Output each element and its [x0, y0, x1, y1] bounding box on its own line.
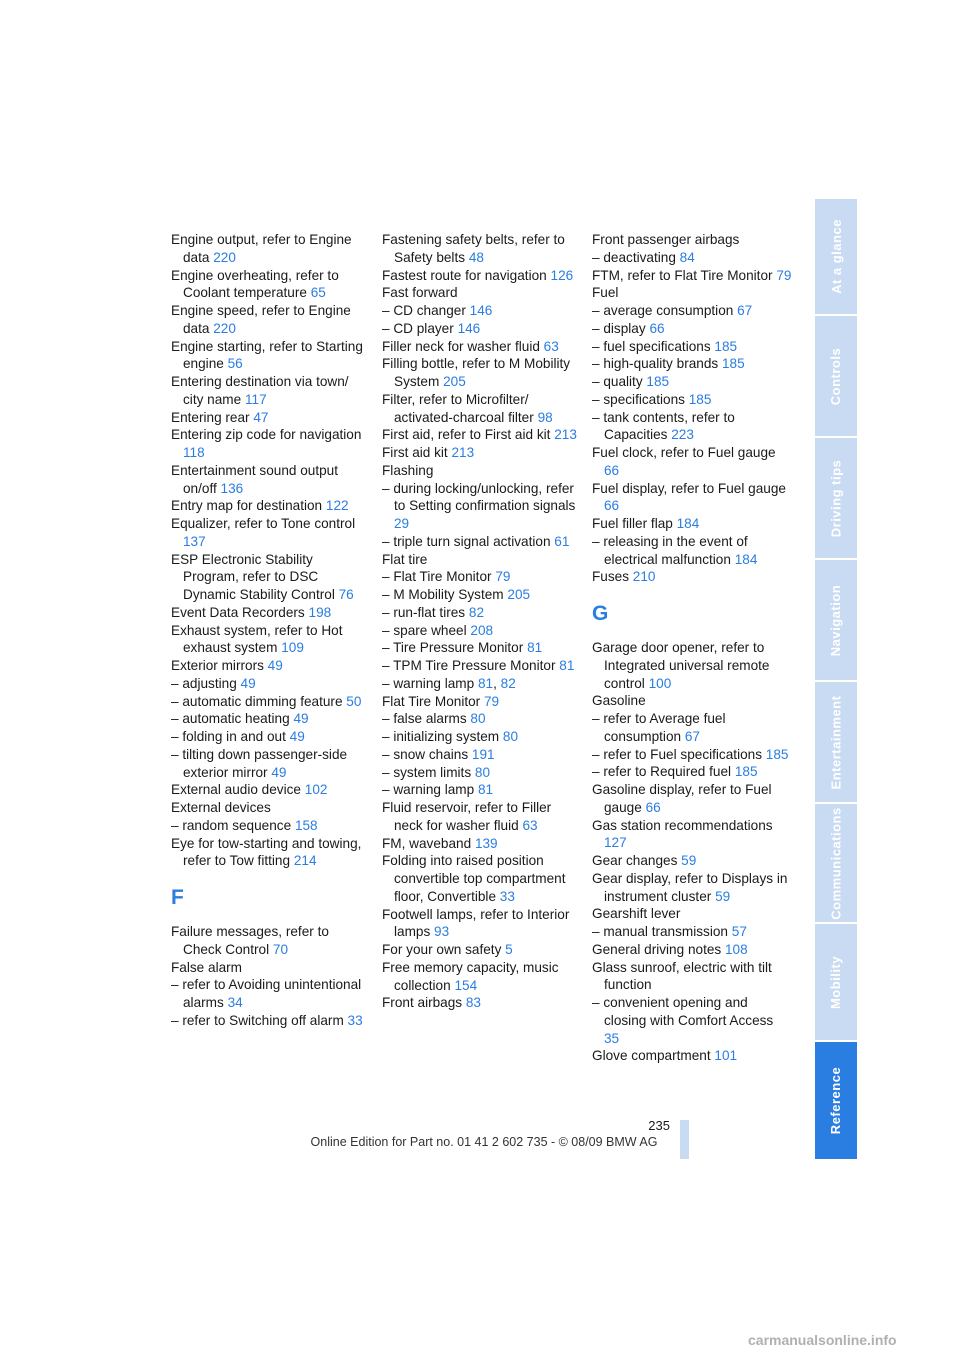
page-reference-link[interactable]: 184	[676, 516, 700, 531]
page-reference-link[interactable]: 198	[308, 604, 332, 620]
index-entry	[171, 976, 371, 1012]
page-reference-link[interactable]: 81	[559, 658, 575, 673]
index-entry	[382, 391, 582, 427]
page-reference-link[interactable]: 185	[688, 391, 712, 407]
entry-text: – display	[592, 320, 650, 336]
index-entry	[382, 639, 582, 657]
chapter-tab-label: Communications	[828, 806, 844, 920]
page-reference-link[interactable]: 66	[604, 498, 620, 514]
entry-text: Eye for tow-starting and towing, refer to Tow fitting	[171, 835, 362, 869]
chapter-tab-mobility[interactable]	[815, 924, 857, 1040]
index-entry	[592, 267, 792, 285]
page-reference-link[interactable]: 136	[220, 480, 244, 496]
entry-text: Engine overheating, refer to Coolant temperature	[171, 267, 339, 301]
page-reference-link[interactable]: 49	[289, 729, 305, 744]
page-reference-link[interactable]: 146	[457, 320, 481, 336]
page-reference-link[interactable]: 59	[681, 853, 697, 868]
entry-text: Filling bottle, refer to M Mobility System	[382, 356, 571, 389]
entry-text: First aid kit	[382, 445, 452, 460]
page-reference-link[interactable]: 101	[714, 1048, 738, 1064]
index-letter-heading: F	[171, 886, 184, 909]
index-entry	[592, 444, 792, 480]
page-reference-link[interactable]: 81	[477, 782, 494, 798]
index-entry	[382, 355, 582, 391]
entry-text: – convenient opening and closing with Comfort Access	[592, 995, 774, 1028]
index-entry	[382, 320, 582, 338]
page-reference-link[interactable]: 79	[483, 693, 500, 709]
entry-text: – run-flat tires	[382, 604, 469, 620]
index-entry	[592, 692, 792, 710]
entry-text: Fastening safety belts, refer to Safety belts	[382, 232, 565, 265]
page-reference-link[interactable]: 66	[604, 462, 620, 478]
entry-text: Fuel	[592, 285, 619, 301]
page-reference-link[interactable]: 102	[304, 782, 328, 798]
index-entry	[592, 568, 792, 586]
page-reference-link[interactable]: 84	[679, 249, 695, 265]
page-reference-link[interactable]: 5	[505, 942, 513, 957]
entry-text: Fuel display, refer to Fuel gauge	[592, 480, 786, 496]
entry-text: – folding in and out	[171, 729, 290, 744]
index-entry	[592, 781, 792, 817]
index-entry	[592, 941, 792, 959]
page-reference-link[interactable]: 126	[550, 267, 574, 283]
page-reference-link[interactable]: 108	[725, 941, 748, 957]
chapter-tab-label: Reference	[828, 1066, 844, 1135]
index-entry	[171, 338, 371, 374]
page-reference-link[interactable]: 154	[454, 977, 478, 993]
page-reference-link[interactable]: 205	[443, 374, 466, 389]
entry-text: – refer to Avoiding unintentional alarms	[171, 977, 362, 1010]
index-entry	[592, 746, 792, 764]
index-entry	[382, 728, 582, 746]
entry-text: – random sequence	[171, 817, 295, 833]
page-reference-link[interactable]: 67	[684, 728, 700, 744]
index-entry	[171, 302, 371, 338]
page-reference-link[interactable]: 79	[776, 267, 792, 283]
index-entry	[382, 267, 582, 285]
page-reference-link[interactable]: 100	[648, 675, 672, 691]
entry-text: Fast forward	[382, 285, 458, 301]
page-reference-link[interactable]: 29	[394, 516, 410, 531]
entry-text: – manual transmission	[592, 924, 732, 939]
index-entry	[592, 302, 792, 320]
index-entry	[171, 675, 371, 693]
entry-text: Glass sunroof, electric with tilt function	[592, 959, 772, 993]
index-entry	[171, 1012, 371, 1030]
entry-text: – tank contents, refer to Capacities	[592, 409, 735, 443]
entry-text: – CD changer	[382, 303, 470, 318]
index-entry	[171, 799, 371, 817]
entry-text: – tilting down passenger-side exterior mirror	[171, 746, 348, 780]
index-entry	[382, 551, 582, 569]
index-entry	[171, 622, 371, 658]
page-reference-link[interactable]: 184	[734, 551, 758, 567]
page-reference-link[interactable]: 34	[227, 995, 243, 1010]
index-entry	[382, 568, 582, 586]
index-entry	[171, 497, 371, 515]
index-entry	[382, 906, 582, 942]
entry-text: Fluid reservoir, refer to Filler neck for washer fluid	[382, 800, 552, 833]
index-entry	[592, 1047, 792, 1065]
index-entry	[592, 639, 792, 692]
page-reference-link[interactable]: 49	[293, 711, 309, 727]
entry-text: Exterior mirrors	[171, 658, 268, 673]
index-entry	[171, 781, 371, 799]
chapter-tab-navigation[interactable]	[815, 560, 857, 680]
page-reference-link[interactable]: 80	[470, 711, 486, 727]
entry-text: Footwell lamps, refer to Interior lamps	[382, 906, 570, 940]
page-reference-link[interactable]: 98	[537, 409, 553, 425]
entry-text: – false alarms	[382, 711, 471, 727]
index-entry	[592, 231, 792, 249]
page-reference-link[interactable]: 82	[468, 604, 485, 620]
page-reference-link[interactable]: 109	[281, 640, 304, 656]
page-reference-link[interactable]: 205	[507, 587, 531, 602]
index-entry	[592, 515, 792, 533]
entry-text: Gear changes	[592, 853, 682, 868]
entry-text: – TPM Tire Pressure Monitor	[382, 658, 560, 673]
index-entry	[382, 462, 582, 480]
page-reference-link[interactable]: 210	[632, 569, 656, 585]
entry-text: Failure messages, refer to Check Control	[171, 924, 329, 957]
index-entry	[382, 710, 582, 728]
entry-text: – refer to Fuel specifications	[592, 746, 766, 762]
index-entry	[382, 746, 582, 764]
entry-text: Engine speed, refer to Engine data	[171, 303, 351, 336]
index-entry	[382, 604, 582, 622]
index-entry	[592, 710, 792, 746]
watermark: carmanualsonline.info	[748, 1332, 897, 1348]
entry-text: – adjusting	[171, 675, 241, 691]
index-entry	[592, 338, 792, 356]
entry-text: – refer to Required fuel	[592, 764, 735, 780]
index-entry	[382, 284, 582, 302]
entry-text: Front airbags	[382, 995, 466, 1011]
index-entry	[382, 586, 582, 604]
entry-text: – warning lamp	[382, 782, 478, 798]
entry-text: Gas station recommendations	[592, 817, 773, 833]
index-entry	[171, 923, 371, 959]
page-reference-link[interactable]: 220	[213, 249, 236, 265]
index-entry	[592, 533, 792, 569]
index-entry	[382, 941, 582, 959]
index-letter-heading: G	[592, 602, 609, 625]
entry-text: Entering destination via town/ city name	[171, 374, 349, 407]
entry-text: Flat Tire Monitor	[382, 693, 484, 709]
page-reference-link[interactable]: 50	[346, 693, 362, 709]
index-entry	[592, 355, 792, 373]
entry-text: – snow chains	[382, 746, 472, 762]
chapter-tab-label: Mobility	[828, 955, 844, 1009]
index-entry	[171, 409, 371, 427]
page-reference-link[interactable]: 35	[604, 1030, 620, 1046]
entry-text: – Tire Pressure Monitor	[382, 640, 528, 656]
index-entry	[171, 267, 371, 303]
index-entry	[592, 817, 792, 853]
entry-text: Glove compartment	[592, 1048, 715, 1064]
index-entry	[592, 923, 792, 941]
entry-text: Gasoline	[592, 693, 646, 709]
index-entry	[171, 462, 371, 498]
page-reference-link[interactable]: 208	[470, 622, 494, 638]
entry-text: Gearshift lever	[592, 906, 681, 922]
footer-edition-note	[0, 1135, 960, 1149]
index-entry	[592, 480, 792, 516]
page-reference-link[interactable]: 158	[294, 817, 318, 833]
entry-text: External audio device	[171, 782, 305, 798]
entry-text: Fuel filler flap	[592, 516, 677, 531]
index-entry	[382, 781, 582, 799]
page-reference-link[interactable]: 49	[271, 764, 287, 780]
page-reference-link[interactable]: 33	[499, 888, 515, 904]
index-entry	[382, 231, 582, 267]
entry-text: – high-quality brands	[592, 356, 722, 372]
page-reference-link[interactable]: 76	[338, 587, 354, 602]
page-reference-link[interactable]: 213	[451, 445, 475, 460]
entry-text: – fuel specifications	[592, 338, 715, 354]
page-reference-link[interactable]: 33	[347, 1012, 363, 1028]
entry-text: Folding into raised position convertible top compartment floor, Convertible	[382, 853, 566, 904]
page-reference-link[interactable]: 137	[183, 533, 206, 549]
page-reference-link[interactable]: 80	[502, 729, 519, 744]
entry-text: Entry map for destination	[171, 498, 326, 514]
index-entry	[592, 284, 792, 302]
page-reference-link[interactable]: 185	[646, 374, 670, 389]
index-entry	[592, 409, 792, 445]
index-entry	[382, 444, 582, 462]
index-entry	[382, 994, 582, 1012]
entry-text: Entertainment sound output on/off	[171, 462, 339, 496]
chapter-tab-entertainment[interactable]	[815, 682, 857, 802]
page-reference-link[interactable]: 47	[253, 409, 269, 425]
page-reference-link[interactable]: 49	[267, 658, 283, 673]
page-reference-link[interactable]: 82	[500, 675, 516, 691]
entry-text: FTM, refer to Flat Tire Monitor	[592, 267, 777, 283]
page-reference-link[interactable]: 146	[469, 303, 493, 318]
footer-text: Online Edition for Part no. 01 41 2 602 735 - © 08/09 BMW AG	[310, 1135, 658, 1149]
page-reference-link[interactable]: 49	[240, 675, 256, 691]
entry-text: – warning lamp	[382, 675, 478, 691]
chapter-tabs	[815, 198, 857, 1160]
entry-text: Gear display, refer to Displays in instrument cluster	[592, 870, 788, 904]
page-reference-link[interactable]: 59	[715, 888, 731, 904]
page-reference-link[interactable]: 56	[227, 356, 243, 372]
page-reference-link[interactable]: 79	[495, 569, 511, 585]
index-entry	[171, 231, 371, 267]
entry-text: Fuel clock, refer to Fuel gauge	[592, 445, 776, 460]
entry-text: Flashing	[382, 462, 434, 478]
chapter-tab-controls[interactable]	[815, 316, 857, 436]
entry-text: First aid, refer to First aid kit	[382, 427, 555, 443]
page-reference-link[interactable]: 70	[272, 941, 289, 957]
index-entry	[171, 959, 371, 977]
index-column-1	[171, 231, 371, 1030]
index-entry	[382, 693, 582, 711]
page-reference-link[interactable]: 81	[527, 640, 543, 656]
entry-text: – during locking/unlocking, refer to Setting confirmation signals	[382, 480, 576, 514]
index-entry	[592, 852, 792, 870]
page-reference-link[interactable]: 214	[293, 853, 317, 869]
index-column-2	[382, 231, 582, 1012]
chapter-tab-communications[interactable]	[815, 804, 857, 922]
entry-text: Gasoline display, refer to Fuel gauge	[592, 782, 772, 815]
page-reference-link[interactable]: 67	[737, 303, 753, 318]
page-reference-link[interactable]: 83	[465, 995, 481, 1011]
index-entry	[171, 746, 371, 782]
entry-text: General driving notes	[592, 941, 725, 957]
entry-text: Entering rear	[171, 409, 254, 425]
index-entry	[171, 657, 371, 675]
entry-text: External devices	[171, 800, 271, 815]
chapter-tab-at-a-glance[interactable]	[815, 199, 857, 314]
page-reference-link[interactable]: 223	[671, 427, 694, 443]
entry-text: Equalizer, refer to Tone control	[171, 516, 356, 531]
entry-text: – initializing system	[382, 729, 503, 744]
entry-text: – specifications	[592, 391, 689, 407]
index-entry	[382, 835, 582, 853]
entry-text: – spare wheel	[382, 622, 471, 638]
entry-text: Front passenger airbags	[592, 232, 740, 247]
entry-text: – average consumption	[592, 303, 738, 318]
index-entry	[382, 959, 582, 995]
page-reference-link[interactable]: 57	[731, 924, 747, 939]
page-reference-link[interactable]: 117	[244, 391, 267, 407]
index-entry	[592, 763, 792, 781]
entry-text: Entering zip code for navigation	[171, 427, 362, 443]
entry-text: Flat tire	[382, 551, 428, 567]
index-entry	[382, 799, 582, 835]
page-reference-link[interactable]: 191	[471, 746, 495, 762]
index-entry	[592, 320, 792, 338]
index-entry	[592, 391, 792, 409]
entry-text: Fuses	[592, 569, 633, 585]
index-entry	[171, 693, 371, 711]
chapter-tab-label: Navigation	[828, 584, 844, 656]
page-reference-link[interactable]: 81	[477, 675, 494, 691]
page-reference-link[interactable]: 63	[522, 817, 538, 833]
page-reference-link[interactable]: 48	[468, 249, 484, 265]
index-entry	[382, 533, 582, 551]
page-number: 235	[648, 1118, 670, 1133]
entry-text: – triple turn signal activation	[382, 533, 555, 549]
index-entry	[171, 515, 371, 551]
chapter-tab-label: Driving tips	[828, 459, 844, 537]
page-reference-link[interactable]: 127	[604, 835, 627, 851]
index-entry	[382, 622, 582, 640]
entry-text: Filter, refer to Microfilter/ activated-charcoal filter	[382, 391, 538, 425]
entry-text: Free memory capacity, music collection	[382, 959, 559, 993]
chapter-tab-label: Controls	[828, 347, 844, 405]
page-reference-link[interactable]: 185	[734, 764, 758, 780]
entry-text: FM, waveband	[382, 835, 475, 851]
chapter-tab-label: Entertainment	[828, 695, 844, 789]
page-reference-link[interactable]: 93	[434, 924, 450, 940]
entry-text: – Flat Tire Monitor	[382, 569, 496, 585]
index-entry	[171, 426, 371, 462]
entry-text: Fastest route for navigation	[382, 267, 551, 283]
entry-text: – refer to Average fuel consumption	[592, 711, 726, 744]
index-entry	[382, 338, 582, 356]
index-entry	[382, 657, 582, 675]
page-reference-link[interactable]: 220	[213, 320, 236, 336]
page-reference-link[interactable]: 80	[474, 764, 491, 780]
entry-text: – releasing in the event of electrical malfunction	[592, 533, 748, 567]
entry-text: Engine starting, refer to Starting engine	[171, 338, 363, 372]
entry-text: – CD player	[382, 320, 458, 336]
index-entry	[592, 249, 792, 267]
page-reference-link[interactable]: 185	[765, 746, 789, 762]
index-entry	[382, 852, 582, 905]
entry-text: – quality	[592, 374, 647, 389]
page-reference-link[interactable]: 122	[325, 498, 349, 514]
index-entry	[382, 302, 582, 320]
index-entry	[592, 905, 792, 923]
entry-text: Event Data Recorders	[171, 604, 309, 620]
index-entry	[382, 764, 582, 782]
entry-text: Engine output, refer to Engine data	[171, 232, 352, 265]
index-entry	[171, 817, 371, 835]
entry-text: False alarm	[171, 959, 243, 975]
entry-text: – deactivating	[592, 249, 680, 265]
page-reference-link[interactable]: 66	[645, 799, 661, 815]
reference-separator: ,	[493, 675, 501, 691]
index-entry	[171, 551, 371, 604]
entry-text: – M Mobility System	[382, 587, 508, 602]
entry-text: Exhaust system, refer to Hot exhaust system	[171, 622, 343, 656]
index-entry	[592, 373, 792, 391]
page-reference-link[interactable]: 185	[714, 338, 738, 354]
entry-text: ESP Electronic Stability Program, refer to DSC Dynamic Stability Control	[171, 551, 339, 602]
entry-text: Filler neck for washer fluid	[382, 338, 544, 354]
index-entry	[171, 710, 371, 728]
entry-text: – system limits	[382, 764, 475, 780]
page-reference-link[interactable]: 213	[554, 427, 577, 443]
entry-text: For your own safety	[382, 942, 506, 957]
index-entry	[382, 426, 582, 444]
page-reference-link[interactable]: 61	[554, 533, 570, 549]
entry-text: Garage door opener, refer to Integrated universal remote control	[592, 640, 770, 691]
page-reference-link[interactable]: 118	[183, 445, 205, 460]
chapter-tab-driving-tips[interactable]	[815, 438, 857, 558]
index-entry	[382, 675, 582, 693]
page-reference-link[interactable]: 65	[310, 285, 326, 301]
index-entry	[592, 994, 792, 1047]
page-reference-link[interactable]: 185	[721, 356, 745, 372]
index-entry	[592, 870, 792, 906]
index-entry	[171, 728, 371, 746]
index-entry	[592, 959, 792, 995]
page-reference-link[interactable]: 66	[649, 320, 665, 336]
entry-text: – refer to Switching off alarm	[171, 1012, 348, 1028]
entry-text: – automatic heating	[171, 711, 294, 727]
index-entry	[171, 373, 371, 409]
page-reference-link[interactable]: 63	[543, 338, 559, 354]
page-reference-link[interactable]: 139	[474, 835, 498, 851]
entry-text: – automatic dimming feature	[171, 693, 347, 709]
index-entry	[382, 480, 582, 533]
index-entry	[171, 835, 371, 871]
index-column-3	[592, 231, 792, 1065]
chapter-tab-label: At a glance	[828, 219, 844, 294]
index-entry	[171, 604, 371, 622]
